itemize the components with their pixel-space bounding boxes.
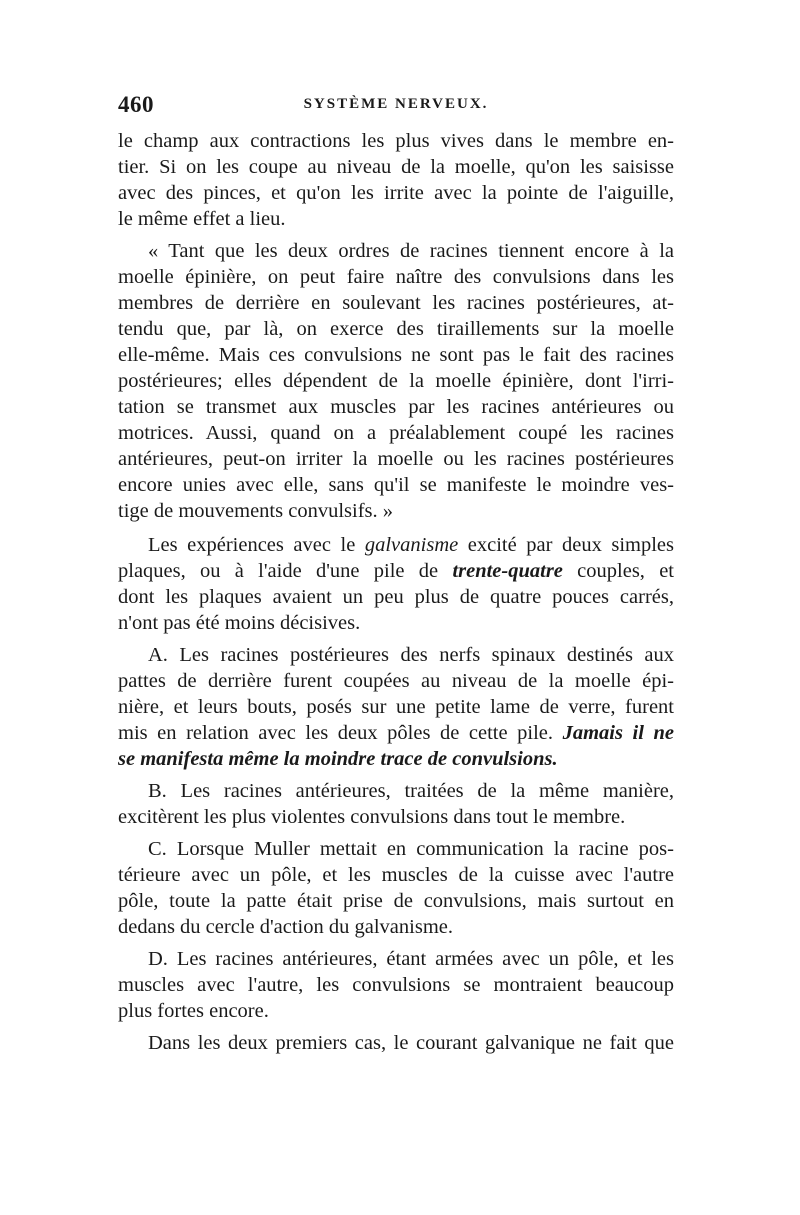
text-line: pôle, toute la patte était prise de convulsions, mais surtout en (118, 890, 674, 912)
text-line: dedans du cercle d'action du galvanisme. (118, 916, 453, 938)
text-line: plus fortes encore. (118, 1000, 269, 1022)
text-line: avec des pinces, et qu'on les irrite avec la pointe de l'aiguille, (118, 182, 674, 204)
paragraph-quotation (118, 238, 674, 524)
text-line: encore unies avec elle, sans qu'il se manifeste le moindre ves- (118, 474, 674, 496)
text-line: A. Les racines postérieures des nerfs spinaux destinés aux (148, 644, 674, 666)
text-line: nière, et leurs bouts, posés sur une petite lame de verre, furent (118, 696, 674, 718)
text-line: mis en relation avec les deux pôles de cette pile. Jamais il ne (118, 722, 674, 744)
text-line: antérieures, peut-on irriter la moelle ou les racines postérieures (118, 448, 674, 470)
body-text (118, 128, 674, 1056)
text-line: C. Lorsque Muller mettait en communication la racine pos- (148, 838, 674, 860)
text-line: excitèrent les plus violentes convulsions dans tout le membre. (118, 806, 626, 828)
text-line: n'ont pas été moins décisives. (118, 612, 361, 634)
text-line: membres de derrière en soulevant les racines postérieures, at- (118, 292, 674, 314)
paragraph-c (118, 836, 674, 940)
text-line: le champ aux contractions les plus vives dans le membre en- (118, 130, 674, 152)
text-line: tige de mouvements convulsifs. » (118, 500, 393, 522)
text-line: D. Les racines antérieures, étant armées avec un pôle, et les (148, 948, 674, 970)
text-line (118, 746, 674, 772)
text-line: Les expériences avec le galvanisme excité par deux simples (148, 534, 674, 556)
paragraph-d (118, 946, 674, 1024)
text-line: elle-même. Mais ces convulsions ne sont pas le fait des racines (118, 344, 674, 366)
page-number: 460 (118, 92, 154, 117)
text-line: B. Les racines antérieures, traitées de la même manière, (148, 780, 674, 802)
text-line: dont les plaques avaient un peu plus de quatre pouces carrés, (118, 586, 674, 608)
text-line: « Tant que les deux ordres de racines tiennent encore à la (148, 240, 674, 262)
text-line: tendu que, par là, on exerce des tiraillements sur la moelle (118, 318, 674, 340)
paragraph (118, 128, 674, 232)
text-line: postérieures; elles dépendent de la moelle épinière, dont l'irri- (118, 370, 674, 392)
paragraph (118, 1030, 674, 1056)
paragraph (118, 532, 674, 636)
emphasis: Jamais il ne (562, 722, 674, 744)
running-title: SYSTÈME NERVEUX. (303, 96, 489, 112)
text-line: muscles avec l'autre, les convulsions se montraient beaucoup (118, 974, 674, 996)
paragraph-b (118, 778, 674, 830)
emphasis: trente-quatre (452, 560, 563, 582)
text-line: tier. Si on les coupe au niveau de la moelle, qu'on les saisisse (118, 156, 674, 178)
text-line: motrices. Aussi, quand on a préalablement coupé les racines (118, 422, 674, 444)
emphasis: galvanisme (364, 534, 459, 556)
paragraph-a (118, 642, 674, 772)
text-line: Dans les deux premiers cas, le courant galvanique ne fait que (148, 1032, 674, 1054)
text-line: le même effet a lieu. (118, 208, 286, 230)
text-line: moelle épinière, on peut faire naître des convulsions dans les (118, 266, 674, 288)
text-line: tation se transmet aux muscles par les racines antérieures ou (118, 396, 674, 418)
text-line: pattes de derrière furent coupées au niveau de la moelle épi- (118, 670, 674, 692)
page-header (118, 92, 674, 122)
emphasis: se manifesta même la moindre trace de convulsions. (118, 748, 558, 770)
text-line: térieure avec un pôle, et les muscles de la cuisse avec l'autre (118, 864, 674, 886)
text-line: plaques, ou à l'aide d'une pile de trente-quatre couples, et (118, 560, 674, 582)
